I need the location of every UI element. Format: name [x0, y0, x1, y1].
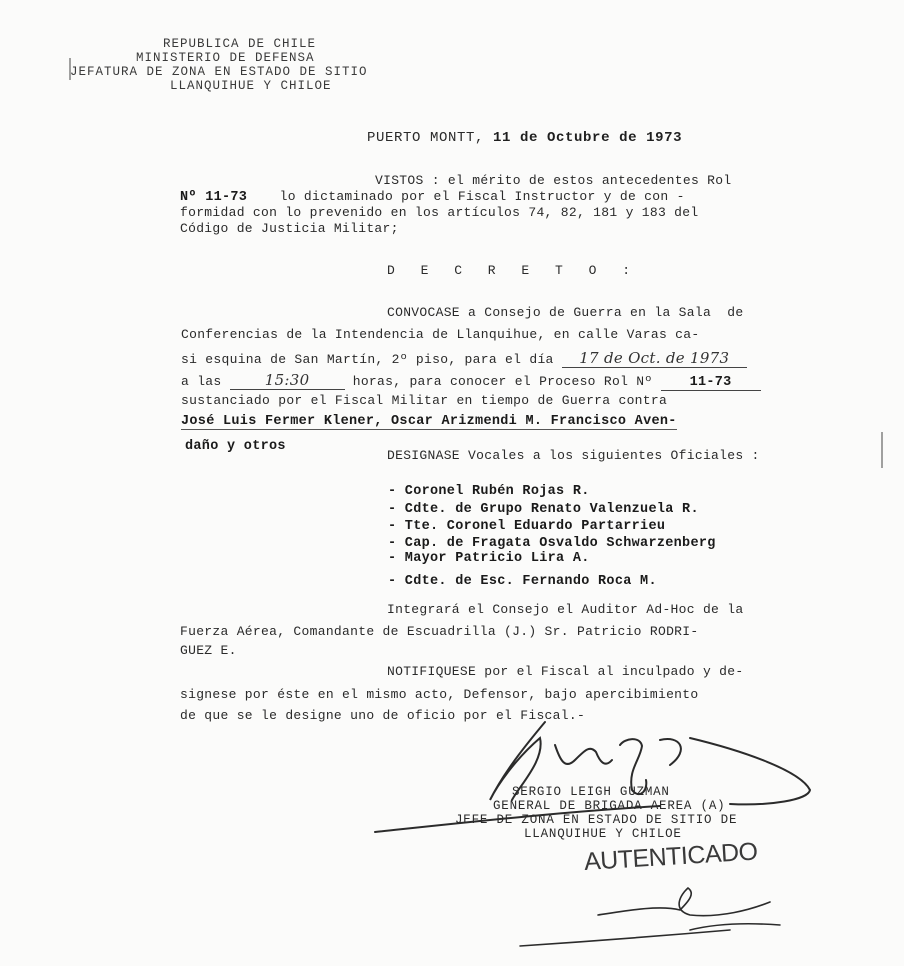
convocase-line-2: Conferencias de la Intendencia de Llanquihue, en calle Varas ca- — [181, 327, 700, 342]
authenticated-stamp: AUTENTICADO — [583, 837, 759, 877]
session-date-field: 17 de Oct. de 1973 — [562, 349, 747, 368]
vistos-line-4: Código de Justicia Militar; — [180, 221, 399, 236]
officer-item: - Coronel Rubén Rojas R. — [388, 484, 590, 499]
decreto-title: D E C R E T O : — [387, 263, 640, 278]
notifiquese-line-1: NOTIFIQUESE por el Fiscal al inculpado y de- — [387, 664, 744, 679]
signatory-title-1: JEFE DE ZONA EN ESTADO DE SITIO DE — [455, 813, 738, 827]
integrara-line-3: GUEZ E. — [180, 643, 237, 658]
officer-item: - Cdte. de Esc. Fernando Roca M. — [388, 574, 657, 589]
notifiquese-line-3: de que se le designe uno de oficio por el Fiscal.- — [180, 708, 586, 723]
officer-item: - Mayor Patricio Lira A. — [388, 551, 590, 566]
designase-intro: DESIGNASE Vocales a los siguientes Oficiales : — [387, 448, 760, 463]
vistos-line-2-rest: lo dictaminado por el Fiscal Instructor y de con - — [279, 189, 685, 204]
officer-item: - Cdte. de Grupo Renato Valenzuela R. — [388, 502, 699, 517]
integrara-line-2: Fuerza Aérea, Comandante de Escuadrilla (J.) Sr. Patricio RODRI- — [180, 624, 699, 639]
session-time-field: 15:30 — [230, 371, 345, 390]
notifiquese-line-2: signese por éste en el mismo acto, Defensor, bajo apercibimiento — [180, 687, 699, 702]
signatory-rank: GENERAL DE BRIGADA AEREA (A) — [493, 799, 726, 813]
header-line-2: MINISTERIO DE DEFENSA — [136, 51, 315, 65]
convocase-line-1: CONVOCASE a Consejo de Guerra en la Sala de — [387, 305, 744, 320]
second-signature-icon — [520, 888, 780, 946]
signatory-title-2: LLANQUIHUE Y CHILOE — [524, 827, 682, 841]
vistos-rol: Nº 11-73 — [180, 190, 248, 205]
convocase-line-7: daño y otros — [185, 439, 286, 454]
date-place: PUERTO MONTT, — [367, 130, 485, 146]
vistos-line-3: formidad con lo prevenido en los artículos 74, 82, 181 y 183 del — [180, 205, 699, 220]
vistos-line-1: VISTOS : el mérito de estos antecedentes Rol — [375, 173, 732, 188]
accused-names: José Luis Fermer Klener, Oscar Arizmendi M. Francisco Aven- — [181, 414, 677, 429]
convocase-line-5: sustanciado por el Fiscal Militar en tiempo de Guerra contra — [181, 393, 668, 408]
convocase-line-4-a: a las — [181, 374, 222, 389]
process-rol-field: 11-73 — [661, 375, 761, 391]
integrara-line-1: Integrará el Consejo el Auditor Ad-Hoc de la — [387, 602, 744, 617]
date-value: 11 de Octubre de 1973 — [493, 130, 683, 146]
convocase-line-4-b: horas, para conocer el Proceso Rol Nº — [352, 374, 653, 389]
header-line-3: JEFATURA DE ZONA EN ESTADO DE SITIO — [70, 65, 368, 79]
header-line-1: REPUBLICA DE CHILE — [163, 37, 317, 51]
header-line-4: LLANQUIHUE Y CHILOE — [170, 79, 332, 93]
edge-marks-icon — [70, 58, 882, 468]
officer-item: - Tte. Coronel Eduardo Partarrieu — [388, 519, 666, 534]
main-signature-icon — [375, 722, 810, 832]
officer-item: - Cap. de Fragata Osvaldo Schwarzenberg — [388, 536, 716, 551]
convocase-line-3-text: si esquina de San Martín, 2º piso, para el día — [181, 352, 554, 367]
signatory-name: SERGIO LEIGH GUZMAN — [512, 785, 670, 799]
